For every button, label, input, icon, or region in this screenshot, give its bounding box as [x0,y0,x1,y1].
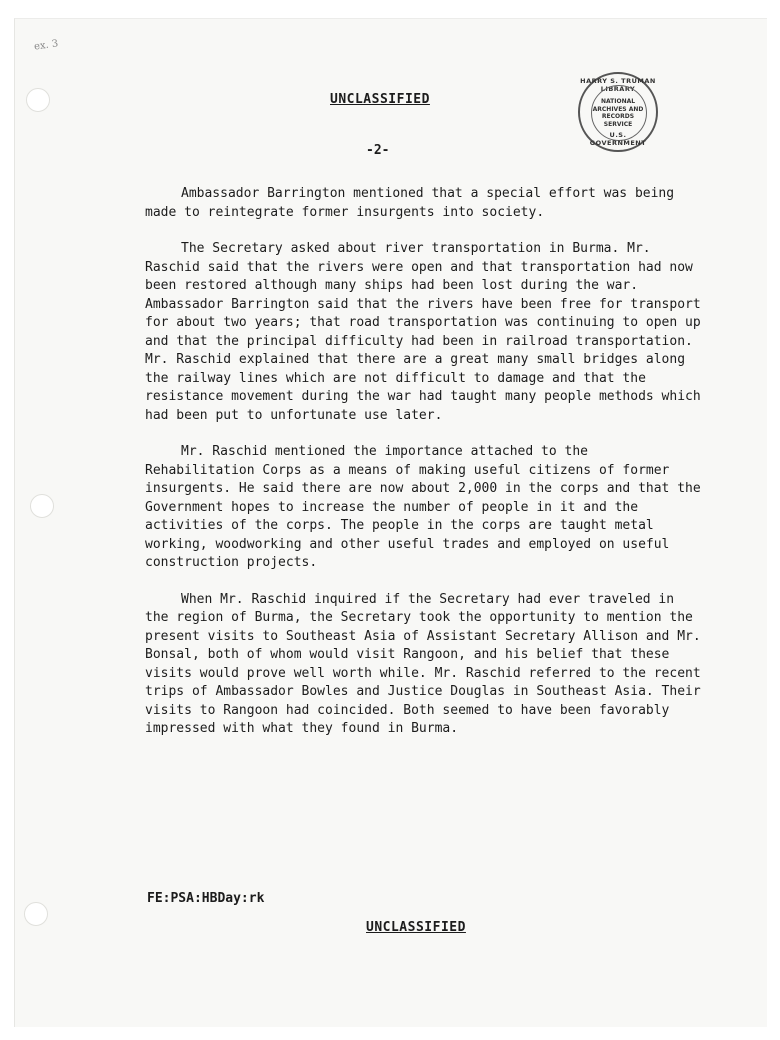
archive-stamp [578,72,658,152]
drafter-initials: FE:PSA:HBDay:rk [147,891,265,906]
stamp-bottom-text: U.S. GOVERNMENT [589,131,647,147]
punch-hole [24,902,48,926]
paragraph: Mr. Raschid mentioned the importance attached to the Rehabilitation Corps as a means of making useful citizens of former insurgents. He said there are now about 2,000 in the corps and that the Government hopes to increase the number of people in it and the activities of the corps. The people in the corps are taught metal working, woodworking and other useful trades and employed on useful construction projects. [145,444,701,570]
page-number: -2- [366,143,390,158]
punch-hole [26,88,50,112]
paragraph: The Secretary asked about river transportation in Burma. Mr. Raschid said that the rivers were open and that transportation had now been restored although many ships had been lost during the war. Ambassador Barrington said that the rivers have been free for transport for about two years; that road transportation was continuing to open up and that the principal difficulty had been in railroad transportation. Mr. Raschid explained that there are a great many small bridges along the railway lines which are not difficult to damage and that the resistance movement during the war had taught many people methods which had been put to unfortunate use later. [145,241,701,423]
stamp-top-text: HARRY S. TRUMAN LIBRARY [580,77,656,93]
paragraph: When Mr. Raschid inquired if the Secretary had ever traveled in the region of Burma, the Secretary took the opportunity to mention the present visits to Southeast Asia of Assistant Secretary Allison and Mr. Bonsal, both of whom would visit Rangoon, and his belief that these visits would prove well worth while. Mr. Raschid referred to the recent trips of Ambassador Bowles and Justice Douglas in Southeast Asia. Their visits to Rangoon had coincided. Both seemed to have been favorably impressed with what they found in Burma. [145,591,701,736]
document-body [145,185,705,757]
footer-classification: UNCLASSIFIED [366,920,466,935]
header-classification: UNCLASSIFIED [330,92,430,107]
stamp-center-text: NATIONAL ARCHIVES AND RECORDS SERVICE [592,98,644,128]
margin-note: ex. 3 [33,38,59,53]
paragraph: Ambassador Barrington mentioned that a special effort was being made to reintegrate former insurgents into society. [145,186,675,220]
punch-hole [30,494,54,518]
